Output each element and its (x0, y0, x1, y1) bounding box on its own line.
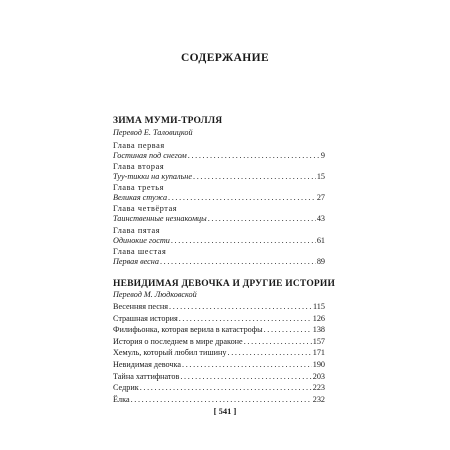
chapter-entry (113, 183, 325, 203)
leader-dots (180, 371, 311, 383)
chapter-title: Туу-тикки на купальне (113, 172, 193, 181)
leader-dots (169, 301, 312, 313)
part-title: НЕВИДИМАЯ ДЕВОЧКА И ДРУГИЕ ИСТОРИИ (113, 279, 336, 289)
leader-dots (244, 336, 312, 348)
chapter-title: Одинокие гости (113, 236, 170, 245)
chapter-entry (113, 162, 325, 182)
part-title: ЗИМА МУМИ-ТРОЛЛЯ (113, 116, 223, 126)
leader-dots (160, 257, 316, 267)
toc-line (113, 151, 325, 161)
toc-line (113, 336, 325, 348)
story-title: Филифьонка, которая верила в катастрофы (113, 325, 263, 335)
story-title: История о последнем в мире драконе (113, 336, 243, 346)
page-ref: 61 (316, 236, 325, 245)
leader-dots (168, 193, 316, 203)
toc-line (113, 313, 325, 325)
page-title: СОДЕРЖАНИЕ (180, 52, 270, 64)
translator-credit: Перевод Е. Таловицкой (113, 128, 193, 137)
page-ref: 115 (313, 302, 325, 311)
chapter-label: Глава пятая (113, 226, 161, 235)
chapter-label: Глава первая (113, 141, 165, 150)
story-title: Невидимая девочка (113, 359, 182, 369)
page-ref: 9 (320, 151, 325, 160)
page-ref: 43 (316, 214, 325, 223)
toc-line (113, 236, 325, 246)
leader-dots (140, 382, 312, 394)
story-title: Ёлка (113, 394, 130, 404)
toc-line (113, 359, 325, 371)
chapter-title: Первая весна (113, 257, 159, 266)
page-ref: 157 (312, 336, 325, 346)
toc-line (113, 214, 325, 224)
chapter-title: Таинственные незнакомцы (113, 214, 207, 223)
page-ref: 223 (312, 383, 325, 393)
story-title: Хемуль, который любил тишину (113, 348, 227, 358)
leader-dots (179, 313, 312, 325)
leader-dots (131, 394, 312, 406)
page-ref: 126 (312, 313, 325, 323)
translator-credit: Перевод М. Людковской (113, 290, 197, 299)
story-title: Весенняя песня (113, 302, 169, 311)
story-title: Тайна хаттифнатов (113, 371, 180, 381)
story-title: Седрик (113, 383, 139, 393)
leader-dots (264, 324, 312, 336)
leader-dots (182, 359, 312, 371)
page-number: [ 541 ] (213, 406, 237, 416)
toc-line (113, 301, 325, 313)
page-ref: 171 (312, 348, 325, 358)
chapter-label: Глава третья (113, 183, 164, 192)
toc-line (113, 382, 325, 394)
toc-line (113, 172, 325, 182)
toc-line (113, 347, 325, 359)
leader-dots (208, 214, 316, 224)
page-ref: 232 (312, 394, 325, 404)
toc-line (113, 193, 325, 203)
chapter-title: Великая стужа (113, 193, 168, 202)
story-title: Страшная история (113, 313, 178, 323)
chapter-label: Глава шестая (113, 247, 167, 256)
page-ref: 138 (312, 325, 325, 335)
chapter-entry (113, 226, 325, 246)
page-ref: 27 (316, 193, 325, 202)
toc-line (113, 371, 325, 383)
chapter-title: Гостиная под снегом (113, 151, 187, 160)
leader-dots (193, 172, 316, 182)
story-list (113, 301, 325, 405)
leader-dots (188, 151, 320, 161)
chapter-entry (113, 141, 325, 161)
chapter-entry (113, 204, 325, 224)
toc-line (113, 324, 325, 336)
leader-dots (171, 236, 316, 246)
leader-dots (228, 347, 312, 359)
page-ref: 89 (316, 257, 325, 266)
page-ref: 190 (312, 359, 325, 369)
chapter-label: Глава четвёртая (113, 204, 178, 213)
page-ref: 15 (316, 172, 325, 181)
chapter-entry (113, 247, 325, 267)
page-ref: 203 (312, 371, 325, 381)
chapter-label: Глава вторая (113, 162, 165, 171)
toc-line (113, 394, 325, 406)
toc-line (113, 257, 325, 267)
